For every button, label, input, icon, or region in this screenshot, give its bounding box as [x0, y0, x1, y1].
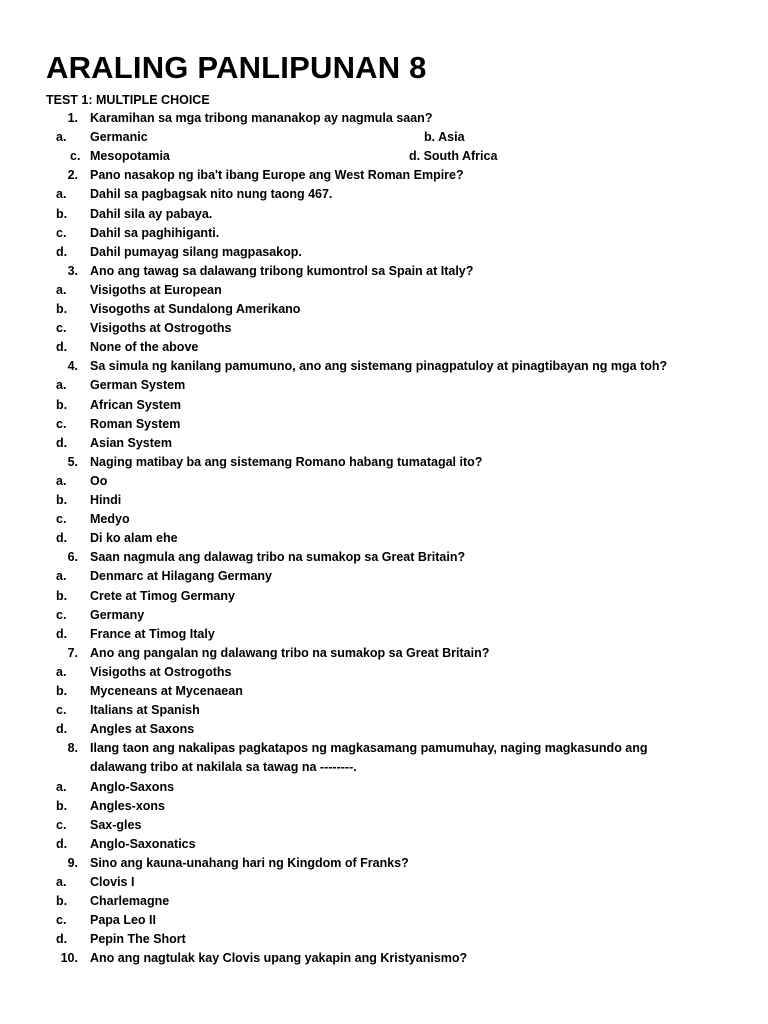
option-letter: a. — [56, 473, 67, 488]
option-letter: b. — [56, 684, 68, 698]
option-text: Mesopotamia — [90, 149, 170, 164]
option-text: Angles-xons — [90, 798, 166, 813]
question-number: 7. — [67, 645, 78, 660]
option-text: Anglo-Saxonatics — [90, 836, 196, 851]
option-letter: d. — [56, 435, 68, 450]
question-text: Sino ang kauna-unahang hari ng Kingdom of Franks? — [90, 855, 409, 870]
option-text: France at Timog Italy — [90, 626, 215, 641]
option-text: Angles at Saxons — [90, 722, 195, 737]
option-text: Visigoths at Ostrogoths — [90, 664, 232, 679]
option-text: Germany — [90, 607, 145, 622]
question-text: Saan nagmula ang dalawag tribo na sumakop sa Great Britain? — [90, 550, 466, 565]
option-text: Dahil sa paghihiganti. — [90, 225, 220, 240]
option-text-right: b. Asia — [424, 130, 465, 145]
test-heading: TEST 1: MULTIPLE CHOICE — [46, 93, 210, 107]
option-letter: a. — [56, 130, 67, 145]
option-text: Italians at Spanish — [90, 703, 200, 718]
question-number: 6. — [67, 550, 78, 565]
option-letter: b. — [56, 588, 68, 603]
question-text: Sa simula ng kanilang pamumuno, ano ang sistemang pinagpatuloy at pinagtibayan ng mga toh? — [90, 359, 668, 374]
question-text: Ano ang nagtulak kay Clovis upang yakapin ang Kristyanismo? — [90, 951, 468, 966]
option-letter: d. — [56, 722, 68, 737]
option-letter: d. — [56, 244, 68, 259]
option-text: Anglo-Saxons — [90, 779, 175, 794]
option-letter: c. — [56, 703, 67, 718]
question-number: 5. — [67, 454, 78, 469]
option-text: Dahil sa pagbagsak nito nung taong 467. — [90, 187, 333, 202]
option-letter: b. — [56, 302, 68, 316]
option-text: Visigoths at European — [90, 282, 222, 297]
option-letter: d. — [56, 836, 68, 851]
question-text: Naging matibay ba ang sistemang Romano habang tumatagal ito? — [90, 454, 483, 469]
option-letter: c. — [56, 817, 67, 832]
question-text: Ano ang tawag sa dalawang tribong kumontrol sa Spain at Italy? — [90, 263, 474, 278]
option-letter: b. — [56, 206, 68, 221]
option-text: Dahil sila ay pabaya. — [90, 206, 213, 221]
option-letter: b. — [56, 493, 68, 507]
option-letter: c. — [56, 607, 67, 622]
option-letter: b. — [56, 798, 68, 813]
option-letter: b. — [56, 894, 68, 909]
option-text: Pepin The Short — [90, 932, 186, 947]
question-text: Ano ang pangalan ng dalawang tribo na sumakop sa Great Britain? — [90, 645, 490, 660]
option-letter: a. — [56, 187, 67, 202]
option-letter: a. — [56, 664, 67, 679]
option-text: Asian System — [90, 435, 172, 450]
option-letter: a. — [56, 779, 67, 794]
option-letter: c. — [56, 512, 67, 527]
option-letter: c. — [56, 225, 67, 240]
option-text: Oo — [90, 473, 108, 488]
option-text: None of the above — [90, 340, 199, 355]
option-text: Clovis I — [90, 875, 135, 889]
option-letter: a. — [56, 875, 67, 889]
option-text: German System — [90, 378, 186, 393]
option-text: African System — [90, 397, 182, 412]
question-text: Ilang taon ang nakalipas pagkatapos ng magkasamang pamumuhay, naging magkasundo ang — [90, 741, 648, 756]
option-letter: d. — [56, 626, 68, 641]
option-letter: a. — [56, 569, 67, 584]
option-letter: c. — [56, 913, 67, 928]
question-text: dalawang tribo at nakilala sa tawag na --------. — [90, 760, 357, 775]
option-text: Crete at Timog Germany — [90, 588, 235, 603]
question-number: 8. — [67, 741, 78, 756]
option-text: Medyo — [90, 512, 130, 527]
option-text: Papa Leo II — [90, 913, 156, 928]
option-text: Denmarc at Hilagang Germany — [90, 569, 273, 584]
option-text: Myceneans at Mycenaean — [90, 684, 243, 698]
option-text: Germanic — [90, 130, 148, 145]
option-text: Hindi — [90, 493, 122, 507]
page-title: ARALING PANLIPUNAN 8 — [46, 50, 427, 85]
option-text: Charlemagne — [90, 894, 170, 909]
option-letter: d. — [56, 340, 68, 355]
question-text: Pano nasakop ng iba't ibang Europe ang West Roman Empire? — [90, 168, 464, 183]
option-text: Visigoths at Ostrogoths — [90, 321, 232, 336]
option-letter: c. — [56, 416, 67, 431]
option-text: Visogoths at Sundalong Amerikano — [90, 302, 301, 316]
option-letter: b. — [56, 397, 68, 412]
option-text: Di ko alam ehe — [90, 531, 178, 546]
question-number: 10. — [60, 951, 78, 966]
option-text: Roman System — [90, 416, 181, 431]
option-text-right: d. South Africa — [409, 149, 498, 164]
question-number: 1. — [67, 111, 78, 125]
question-number: 4. — [67, 359, 78, 374]
option-text: Dahil pumayag silang magpasakop. — [90, 244, 302, 259]
question-number: 9. — [67, 855, 78, 870]
option-letter: c. — [70, 149, 81, 164]
option-letter: d. — [56, 932, 68, 947]
option-letter: c. — [56, 321, 67, 336]
option-letter: a. — [56, 282, 67, 297]
option-letter: d. — [56, 531, 68, 546]
question-number: 3. — [67, 263, 78, 278]
question-text: Karamihan sa mga tribong mananakop ay nagmula saan? — [90, 111, 433, 125]
question-number: 2. — [67, 168, 78, 183]
option-text: Sax-gles — [90, 817, 142, 832]
option-letter: a. — [56, 378, 67, 393]
